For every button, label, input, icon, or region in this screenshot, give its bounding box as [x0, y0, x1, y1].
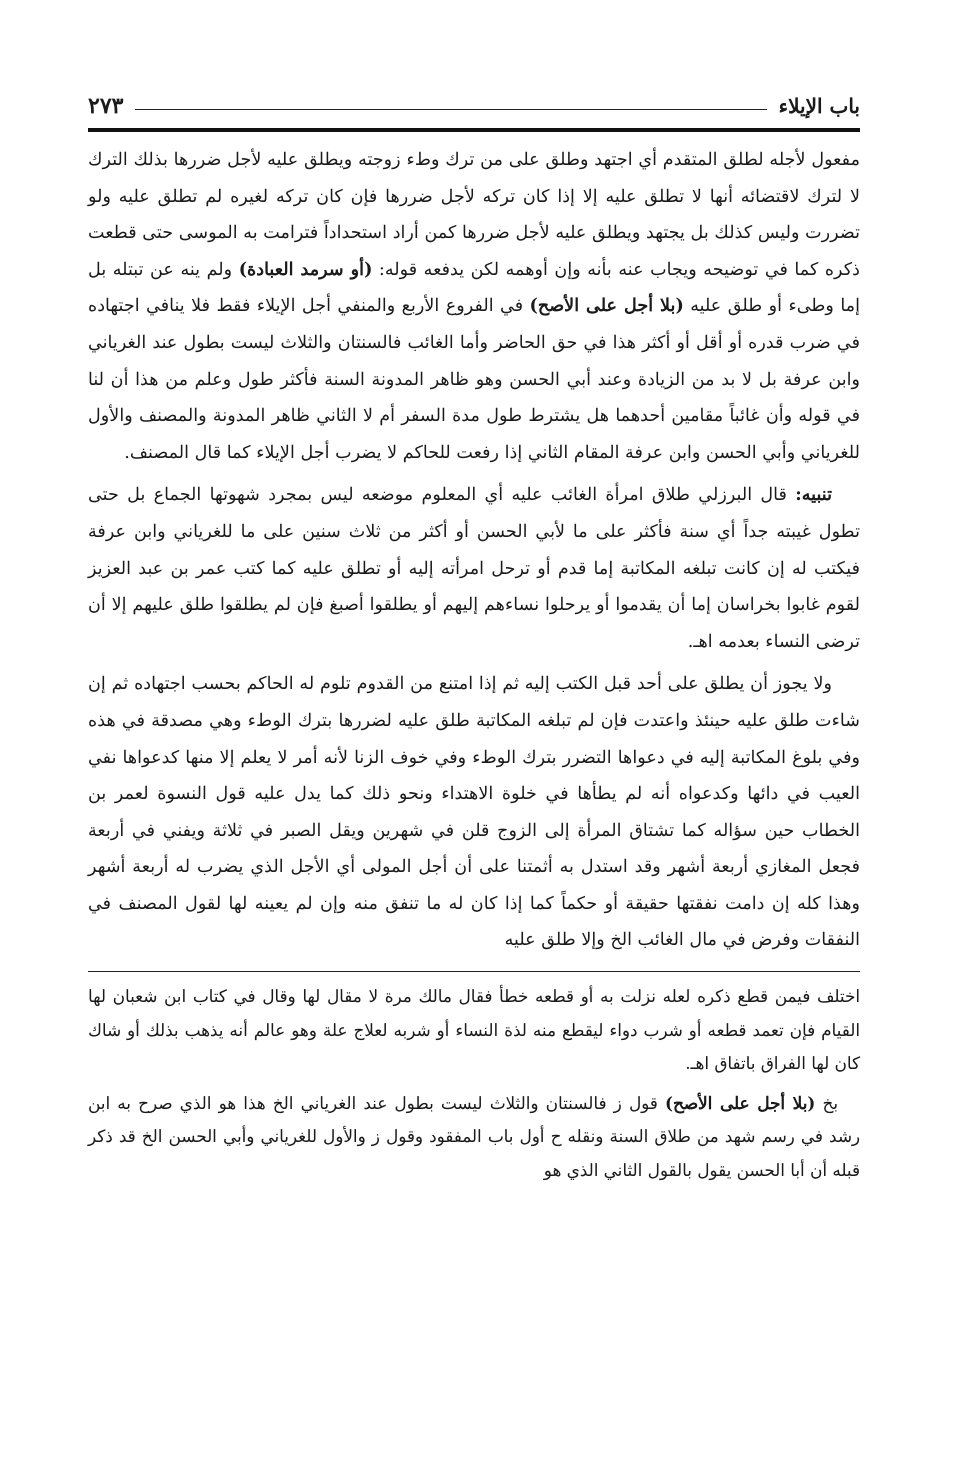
text-run: مفعول لأجله لطلق المتقدم أي اجتهد وطلق على من ترك وطء زوجته ويطلق عليه لأجل ضررها بذلك الترك لا لترك لاقتضائه أنها لا تطلق عليه إلا إذا كان تركه لأجل ضررها فإن كان تركه لغيره لم تطلق عليه ولو تضررت وليس كذلك بل يجتهد ويطلق عليه لأجل ضررها كمن أراد استحداداً فترامت به الموسى حتى قطعت ذكره كما في توضيحه ويجاب عنه بأنه وإن أوهمه لكن يدفعه قوله:	[88, 150, 860, 280]
header-rule	[135, 109, 766, 110]
main-text	[88, 142, 860, 959]
text-run: بخ	[815, 1092, 839, 1113]
book-page	[88, 86, 860, 1446]
page-number: ٢٧٣	[88, 93, 124, 119]
text-run: في الفروع الأربع والمنفي أجل الإيلاء فقط فلا ينافي اجتهاده في ضرب قدره أو أقل أو أكثر هذا في حق الحاضر وأما الغائب فالسنتان والثلاث ليست بطول عند الغرياني وابن عرفة بل لا بد من الزيادة وعند أبي الحسن وهو ظاهر المدونة السنة فأكثر طول وعلم من هذا أن لنا في قوله وأن غائباً مقامين أحدهما هل يشترط طول مدة السفر أم لا الثاني ظاهر المدونة والمصنف والأول للغرياني وأبي الحسن وابن عرفة المقام الثاني إذا رفعت للحاكم لا يضرب أجل الإيلاء كما قال المصنف.	[88, 296, 860, 463]
text-run: قول ز فالسنتان والثلاث ليست بطول عند الغرياني الخ هذا هو الذي صرح به ابن رشد في رسم شهد من طلاق السنة ونقله ح أول باب المفقود وقول ز والأول للغرياني وأبي الحسن الخ قد ذكر قبله أن أبا الحسن يقول بالقول الثاني الذي هو	[88, 1092, 860, 1180]
header-thick-rule	[88, 128, 860, 132]
footnote-paragraph-2	[88, 1087, 860, 1188]
bold-matn-quote: (بلا أجل على الأصح)	[529, 295, 684, 317]
main-paragraph-2	[88, 477, 860, 660]
text-run: قال البرزلي طلاق امرأة الغائب عليه أي المعلوم موضعه ليس بمجرد شهوتها الجماع بل حتى تطول غيبته جداً أي سنة فأكثر على ما لأبي الحسن أو أكثر من ثلاث سنين على ما للغرياني وابن عرفة فيكتب له إن كانت تبلغه المكاتبة إما قدم أو ترحل امرأته إليه أو تطلق عليه كما كتب عمر بن عبد العزيز لقوم غابوا بخراسان إما أن يقدموا أو يرحلوا نساءهم إليهم أو يطلقوا أصبغ فإن لم يطلقوا طلق عليهم إلا أن ترضى النساء بعدمه اهـ.	[88, 485, 860, 652]
bold-matn-quote: (أو سرمد العبادة)	[238, 258, 373, 280]
footnote-paragraph-1: اختلف فيمن قطع ذكره لعله نزلت به أو قطعه خطأ فقال مالك مرة لا مقال لها وقال في كتاب ابن شعبان لها القيام فإن تعمد قطعه أو شرب دواء ليقطع منه لذة النساء أو شربه لعلاج علة وهو عالم أنه يذهب بذلك أو شاك كان لها الفراق باتفاق اهـ.	[88, 986, 860, 1074]
page-header	[88, 86, 860, 126]
bold-matn-quote: (بلا أجل على الأصح)	[665, 1092, 816, 1113]
footnote-separator	[88, 971, 860, 972]
note-label: تنبيه:	[795, 484, 832, 506]
chapter-title: باب الإيلاء	[778, 94, 860, 118]
main-paragraph-3: ولا يجوز أن يطلق على أحد قبل الكتب إليه ثم إذا امتنع من القدوم تلوم له الحاكم بحسب اجتهاده ثم إن شاءت طلق عليه حينئذ واعتدت فإن لم تبلغه المكاتبة طلق عليه لضررها بترك الوطء وهي مصدقة في هذه وفي بلوغ المكاتبة إليه في دعواها التضرر بترك الوطء وفي خوف الزنا لأنه أمر لا يعلم إلا منها كدعواها نفي العيب في دائها وكدعواه أنه لم يطأها في خلوة الاهتداء ونحو ذلك كما يدل عليه قول النسوة لعمر بن الخطاب حين سؤاله كما تشتاق المرأة إلى الزوج قلن في شهرين ويقل الصبر في ثلاثة ويفني في أربعة فجعل المغازي أربعة أشهر وقد استدل به أثمتنا على أن أجل المولى أي الأجل الذي يضرب له أربعة أشهر وهذا كله إن دامت نفقتها حقيقة أو حكماً كما إذا كان له ما تنفق منه وإن لم يعينه لها لقول المصنف في النفقات وفرض في مال الغائب الخ وإلا طلق عليه	[88, 674, 860, 951]
main-paragraph-1	[88, 142, 860, 471]
footnotes	[88, 980, 860, 1187]
text-run: ولم ينه عن تبتله بل إما وطىء أو طلق عليه	[88, 259, 860, 317]
